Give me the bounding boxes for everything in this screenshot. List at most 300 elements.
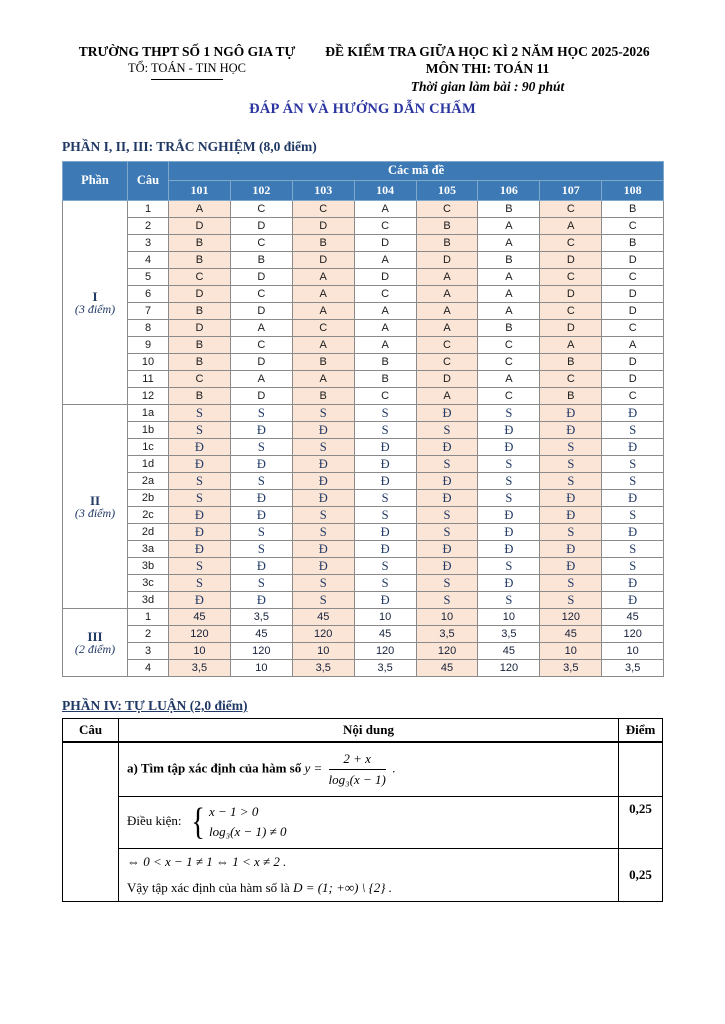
answer-II-3d-107: S — [540, 592, 602, 609]
answer-I-7-105: A — [416, 303, 478, 320]
table-row — [63, 371, 664, 388]
answer-II-1d-107: S — [540, 456, 602, 473]
answer-II-3c-108: Đ — [602, 575, 664, 592]
answer-II-2c-102: Đ — [230, 507, 292, 524]
essay-conclusion-cell — [119, 848, 619, 901]
question-number-3d: 3d — [128, 592, 169, 609]
answer-III-4-104: 3,5 — [354, 660, 416, 677]
essay-condition-cell — [119, 796, 619, 848]
answer-I-11-107: C — [540, 371, 602, 388]
answer-II-3b-103: Đ — [292, 558, 354, 575]
answer-II-3b-106: S — [478, 558, 540, 575]
answer-I-4-102: B — [230, 252, 292, 269]
answer-I-5-101: C — [169, 269, 231, 286]
answer-I-6-101: D — [169, 286, 231, 303]
answer-I-4-107: D — [540, 252, 602, 269]
answer-III-4-106: 120 — [478, 660, 540, 677]
column-header-phan: Phần — [63, 162, 128, 201]
answer-II-3c-103: S — [292, 575, 354, 592]
answer-I-12-107: B — [540, 388, 602, 405]
answer-II-2d-106: Đ — [478, 524, 540, 541]
answer-I-1-106: B — [478, 201, 540, 218]
answer-I-10-104: B — [354, 354, 416, 371]
answer-I-9-102: C — [230, 337, 292, 354]
answer-II-2a-106: S — [478, 473, 540, 490]
answer-II-1d-101: Đ — [169, 456, 231, 473]
answer-I-3-103: B — [292, 235, 354, 252]
answer-II-1c-102: S — [230, 439, 292, 456]
answer-I-11-102: A — [230, 371, 292, 388]
answer-I-12-101: B — [169, 388, 231, 405]
answer-II-1a-108: Đ — [602, 405, 664, 422]
answer-I-5-103: A — [292, 269, 354, 286]
answer-II-1a-107: Đ — [540, 405, 602, 422]
answer-II-2c-108: S — [602, 507, 664, 524]
answer-II-1c-101: Đ — [169, 439, 231, 456]
school-name: TRƯỜNG THPT SỐ 1 NGÔ GIA TỰ — [78, 44, 296, 59]
answer-II-2c-104: S — [354, 507, 416, 524]
table-row — [63, 490, 664, 507]
answer-III-4-101: 3,5 — [169, 660, 231, 677]
answer-I-3-107: C — [540, 235, 602, 252]
answer-II-2b-104: S — [354, 490, 416, 507]
answer-I-1-101: A — [169, 201, 231, 218]
answer-I-3-108: B — [602, 235, 664, 252]
answer-II-1a-104: S — [354, 405, 416, 422]
answer-I-4-104: A — [354, 252, 416, 269]
section-label-III — [63, 609, 128, 677]
answer-III-2-104: 45 — [354, 626, 416, 643]
answer-III-1-106: 10 — [478, 609, 540, 626]
answer-II-2d-104: Đ — [354, 524, 416, 541]
table-row — [63, 337, 664, 354]
table-row — [63, 473, 664, 490]
exam-code-106: 106 — [478, 181, 540, 201]
answer-II-2a-101: S — [169, 473, 231, 490]
answer-II-3d-102: Đ — [230, 592, 292, 609]
table-row — [63, 507, 664, 524]
answer-I-9-103: A — [292, 337, 354, 354]
answer-II-3a-108: S — [602, 541, 664, 558]
answer-III-3-102: 120 — [230, 643, 292, 660]
section-points: (2 điểm) — [74, 642, 116, 656]
answer-III-3-106: 45 — [478, 643, 540, 660]
answer-II-2d-105: S — [416, 524, 478, 541]
answer-II-2c-101: Đ — [169, 507, 231, 524]
answer-II-2d-103: S — [292, 524, 354, 541]
question-number-1d: 1d — [128, 456, 169, 473]
answer-III-4-105: 45 — [416, 660, 478, 677]
answer-I-7-106: A — [478, 303, 540, 320]
answer-I-1-108: B — [602, 201, 664, 218]
table-header-row — [63, 162, 664, 181]
answer-II-3b-105: Đ — [416, 558, 478, 575]
table-row — [63, 575, 664, 592]
answer-I-8-105: A — [416, 320, 478, 337]
answer-III-1-105: 10 — [416, 609, 478, 626]
answer-I-11-101: C — [169, 371, 231, 388]
answer-I-10-101: B — [169, 354, 231, 371]
answer-I-4-105: D — [416, 252, 478, 269]
answer-II-2c-105: S — [416, 507, 478, 524]
answer-II-3b-104: S — [354, 558, 416, 575]
condition-1: x − 1 > 0 — [209, 804, 259, 819]
answer-I-3-106: A — [478, 235, 540, 252]
answer-II-3d-106: S — [478, 592, 540, 609]
answer-II-3b-102: Đ — [230, 558, 292, 575]
document-header — [62, 44, 663, 95]
answer-I-5-105: A — [416, 269, 478, 286]
exam-code-103: 103 — [292, 181, 354, 201]
table-row — [63, 269, 664, 286]
answer-II-1b-103: Đ — [292, 422, 354, 439]
answer-II-2b-106: S — [478, 490, 540, 507]
answer-II-1d-104: Đ — [354, 456, 416, 473]
question-number-3: 3 — [128, 643, 169, 660]
mcq-section-heading: PHẦN I, II, III: TRẮC NGHIỆM (8,0 điểm) — [62, 139, 317, 154]
answer-I-11-104: B — [354, 371, 416, 388]
section-points: (3 điểm) — [74, 302, 116, 316]
exam-code-108: 108 — [602, 181, 664, 201]
answer-II-2c-103: S — [292, 507, 354, 524]
answer-II-1b-102: Đ — [230, 422, 292, 439]
answer-I-9-105: C — [416, 337, 478, 354]
answer-I-5-108: C — [602, 269, 664, 286]
answer-I-11-108: D — [602, 371, 664, 388]
question-number-9: 9 — [128, 337, 169, 354]
answer-III-2-108: 120 — [602, 626, 664, 643]
question-number-6: 6 — [128, 286, 169, 303]
answer-I-10-103: B — [292, 354, 354, 371]
answer-I-9-106: C — [478, 337, 540, 354]
answer-II-3c-101: S — [169, 575, 231, 592]
conclusion-domain: D = (1; +∞) \ {2} . — [293, 879, 393, 895]
essay-row-question — [63, 742, 663, 796]
answer-I-8-102: A — [230, 320, 292, 337]
exam-code-104: 104 — [354, 181, 416, 201]
answer-I-1-105: C — [416, 201, 478, 218]
answer-II-1d-102: Đ — [230, 456, 292, 473]
exam-code-101: 101 — [169, 181, 231, 201]
table-row — [63, 643, 664, 660]
answer-II-1a-103: S — [292, 405, 354, 422]
answer-II-1d-108: S — [602, 456, 664, 473]
answer-II-1d-105: S — [416, 456, 478, 473]
table-row — [63, 235, 664, 252]
answer-I-10-102: D — [230, 354, 292, 371]
answer-II-3b-107: Đ — [540, 558, 602, 575]
table-row — [63, 626, 664, 643]
answer-I-4-103: D — [292, 252, 354, 269]
question-number-1: 1 — [128, 609, 169, 626]
answer-I-9-101: B — [169, 337, 231, 354]
answer-II-3a-105: Đ — [416, 541, 478, 558]
section-points: (3 điểm) — [74, 506, 116, 520]
answer-II-2a-103: Đ — [292, 473, 354, 490]
answer-III-2-105: 3,5 — [416, 626, 478, 643]
answer-I-5-104: D — [354, 269, 416, 286]
answer-II-2a-104: Đ — [354, 473, 416, 490]
answer-I-3-104: D — [354, 235, 416, 252]
answer-III-2-101: 120 — [169, 626, 231, 643]
answer-III-4-108: 3,5 — [602, 660, 664, 677]
school-department: TỔ: TOÁN - TIN HỌC — [127, 61, 247, 75]
answer-II-3a-101: Đ — [169, 541, 231, 558]
question-number-1b: 1b — [128, 422, 169, 439]
section-label-I — [63, 201, 128, 405]
exam-title: ĐỀ KIỂM TRA GIỮA HỌC KÌ 2 NĂM HỌC 2025-2026 — [325, 44, 650, 59]
answer-II-3d-105: S — [416, 592, 478, 609]
answer-I-7-107: C — [540, 303, 602, 320]
answer-III-1-103: 45 — [292, 609, 354, 626]
exam-code-105: 105 — [416, 181, 478, 201]
question-text: a) Tìm tập xác định của hàm số — [127, 760, 302, 776]
question-number-2: 2 — [128, 218, 169, 235]
question-number-3a: 3a — [128, 541, 169, 558]
answer-II-1a-105: Đ — [416, 405, 478, 422]
column-header-codes: Các mã đề — [169, 162, 664, 181]
answer-II-1a-106: S — [478, 405, 540, 422]
answer-I-2-103: D — [292, 218, 354, 235]
answer-II-1d-103: Đ — [292, 456, 354, 473]
answer-I-4-108: D — [602, 252, 664, 269]
answer-I-1-103: C — [292, 201, 354, 218]
answer-II-3a-107: Đ — [540, 541, 602, 558]
answer-I-10-107: B — [540, 354, 602, 371]
answer-II-2d-107: S — [540, 524, 602, 541]
table-row — [63, 592, 664, 609]
answer-I-2-107: A — [540, 218, 602, 235]
answer-II-2a-107: S — [540, 473, 602, 490]
question-number-4: 4 — [128, 660, 169, 677]
question-number-5: 5 — [128, 269, 169, 286]
answer-I-6-103: A — [292, 286, 354, 303]
brace-glyph: { — [191, 800, 205, 843]
section-name: III — [87, 629, 103, 644]
answer-I-9-104: A — [354, 337, 416, 354]
answer-II-3a-103: Đ — [292, 541, 354, 558]
answer-II-3d-104: Đ — [354, 592, 416, 609]
answer-I-12-102: D — [230, 388, 292, 405]
formula-lhs: y = — [304, 760, 323, 776]
answer-II-1c-105: Đ — [416, 439, 478, 456]
table-row — [63, 354, 664, 371]
table-row — [63, 388, 664, 405]
answer-I-6-104: C — [354, 286, 416, 303]
answer-I-11-103: A — [292, 371, 354, 388]
answer-II-3a-102: S — [230, 541, 292, 558]
section-label-II — [63, 405, 128, 609]
answer-II-2b-103: Đ — [292, 490, 354, 507]
answer-II-3d-103: S — [292, 592, 354, 609]
fraction-numerator: 2 + x — [329, 751, 386, 770]
fraction — [329, 751, 386, 788]
answer-III-3-108: 10 — [602, 643, 664, 660]
table-row — [63, 524, 664, 541]
answer-I-8-104: A — [354, 320, 416, 337]
answer-II-1c-107: S — [540, 439, 602, 456]
answer-II-1c-108: Đ — [602, 439, 664, 456]
answer-I-1-107: C — [540, 201, 602, 218]
answer-I-5-102: D — [230, 269, 292, 286]
answer-I-5-107: C — [540, 269, 602, 286]
question-number-3: 3 — [128, 235, 169, 252]
answer-II-2c-107: Đ — [540, 507, 602, 524]
answer-II-3d-108: Đ — [602, 592, 664, 609]
essay-row-conclusion — [63, 848, 663, 901]
answer-III-3-104: 120 — [354, 643, 416, 660]
answer-II-3c-102: S — [230, 575, 292, 592]
question-number-2b: 2b — [128, 490, 169, 507]
answer-I-10-106: C — [478, 354, 540, 371]
answer-III-2-106: 3,5 — [478, 626, 540, 643]
essay-answer-table — [62, 718, 663, 902]
mcq-answer-table — [62, 161, 664, 677]
exam-block — [312, 44, 663, 95]
conclusion-text: Vậy tập xác định của hàm số là — [127, 879, 290, 895]
answer-I-8-108: C — [602, 320, 664, 337]
answer-II-1b-107: Đ — [540, 422, 602, 439]
essay-column-cau: Câu — [63, 719, 119, 743]
answer-I-10-105: C — [416, 354, 478, 371]
answer-II-1c-106: Đ — [478, 439, 540, 456]
answer-I-6-106: A — [478, 286, 540, 303]
answer-II-1a-101: S — [169, 405, 231, 422]
answer-I-8-101: D — [169, 320, 231, 337]
answer-I-3-102: C — [230, 235, 292, 252]
question-number-2: 2 — [128, 626, 169, 643]
table-row — [63, 660, 664, 677]
table-row — [63, 558, 664, 575]
table-row — [63, 609, 664, 626]
answer-III-1-107: 120 — [540, 609, 602, 626]
answer-I-7-104: A — [354, 303, 416, 320]
answer-I-9-108: A — [602, 337, 664, 354]
essay-cau-cell — [63, 742, 119, 901]
essay-header-row — [63, 719, 663, 743]
section-name: II — [89, 493, 101, 508]
answer-III-3-103: 10 — [292, 643, 354, 660]
answer-I-3-101: B — [169, 235, 231, 252]
exam-duration: Thời gian làm bài : 90 phút — [410, 79, 565, 94]
answer-II-1a-102: S — [230, 405, 292, 422]
fraction-denominator: log₃(x − 1) — [328, 771, 386, 787]
answer-I-12-106: C — [478, 388, 540, 405]
score-cell — [619, 742, 663, 796]
score-cell: 0,25 — [619, 796, 663, 848]
answer-III-4-102: 10 — [230, 660, 292, 677]
question-number-2c: 2c — [128, 507, 169, 524]
answer-II-3a-106: Đ — [478, 541, 540, 558]
answer-I-6-108: D — [602, 286, 664, 303]
answer-III-3-101: 10 — [169, 643, 231, 660]
question-number-3b: 3b — [128, 558, 169, 575]
answer-II-1c-103: S — [292, 439, 354, 456]
essay-section-heading: PHẦN IV: TỰ LUẬN (2,0 điểm) — [62, 698, 248, 713]
exam-subject: MÔN THI: TOÁN 11 — [425, 61, 550, 76]
table-row — [63, 218, 664, 235]
answer-II-2d-101: Đ — [169, 524, 231, 541]
answer-I-2-108: C — [602, 218, 664, 235]
condition-label: Điều kiện: — [127, 812, 182, 828]
answer-II-1d-106: S — [478, 456, 540, 473]
answer-II-1b-108: S — [602, 422, 664, 439]
answer-II-2b-101: S — [169, 490, 231, 507]
table-row — [63, 303, 664, 320]
question-number-1a: 1a — [128, 405, 169, 422]
question-number-11: 11 — [128, 371, 169, 388]
question-number-2a: 2a — [128, 473, 169, 490]
answer-I-7-103: A — [292, 303, 354, 320]
answer-I-1-104: A — [354, 201, 416, 218]
answer-III-4-107: 3,5 — [540, 660, 602, 677]
answer-I-12-105: A — [416, 388, 478, 405]
equivalence-line: ⇔ 0 < x − 1 ≠ 1 ⇔ 1 < x ≠ 2 . — [127, 853, 287, 869]
answer-I-2-104: C — [354, 218, 416, 235]
question-number-8: 8 — [128, 320, 169, 337]
answer-III-1-108: 45 — [602, 609, 664, 626]
answer-II-1b-101: S — [169, 422, 231, 439]
table-row — [63, 320, 664, 337]
answer-I-2-102: D — [230, 218, 292, 235]
answer-III-1-101: 45 — [169, 609, 231, 626]
table-row — [63, 439, 664, 456]
question-number-7: 7 — [128, 303, 169, 320]
answer-I-10-108: D — [602, 354, 664, 371]
essay-column-diem: Điểm — [619, 719, 663, 743]
answer-III-3-105: 120 — [416, 643, 478, 660]
answer-I-7-102: D — [230, 303, 292, 320]
answer-II-3c-104: S — [354, 575, 416, 592]
answer-I-8-107: D — [540, 320, 602, 337]
condition-system — [189, 800, 287, 843]
answer-II-1b-104: S — [354, 422, 416, 439]
table-row — [63, 541, 664, 558]
answer-III-2-102: 45 — [230, 626, 292, 643]
answer-I-1-102: C — [230, 201, 292, 218]
answer-I-7-108: D — [602, 303, 664, 320]
answer-I-12-104: C — [354, 388, 416, 405]
answer-I-8-106: B — [478, 320, 540, 337]
question-number-3c: 3c — [128, 575, 169, 592]
answer-III-1-102: 3,5 — [230, 609, 292, 626]
question-number-4: 4 — [128, 252, 169, 269]
answer-II-3b-108: S — [602, 558, 664, 575]
score-cell: 0,25 — [619, 848, 663, 901]
column-header-cau: Câu — [128, 162, 169, 201]
answer-II-3a-104: Đ — [354, 541, 416, 558]
answer-II-2a-102: S — [230, 473, 292, 490]
mcq-table-body — [63, 201, 664, 677]
answer-III-1-104: 10 — [354, 609, 416, 626]
answer-I-9-107: A — [540, 337, 602, 354]
section-name: I — [92, 289, 98, 304]
answer-II-1b-105: S — [416, 422, 478, 439]
answer-I-12-108: C — [602, 388, 664, 405]
question-number-1c: 1c — [128, 439, 169, 456]
answer-I-12-103: B — [292, 388, 354, 405]
answer-I-11-105: D — [416, 371, 478, 388]
answer-II-3c-107: S — [540, 575, 602, 592]
school-block — [62, 44, 312, 80]
answer-II-2b-105: Đ — [416, 490, 478, 507]
answer-II-2a-108: S — [602, 473, 664, 490]
answer-II-3b-101: S — [169, 558, 231, 575]
answer-II-1b-106: Đ — [478, 422, 540, 439]
answer-I-3-105: B — [416, 235, 478, 252]
answer-I-8-103: C — [292, 320, 354, 337]
table-row — [63, 422, 664, 439]
